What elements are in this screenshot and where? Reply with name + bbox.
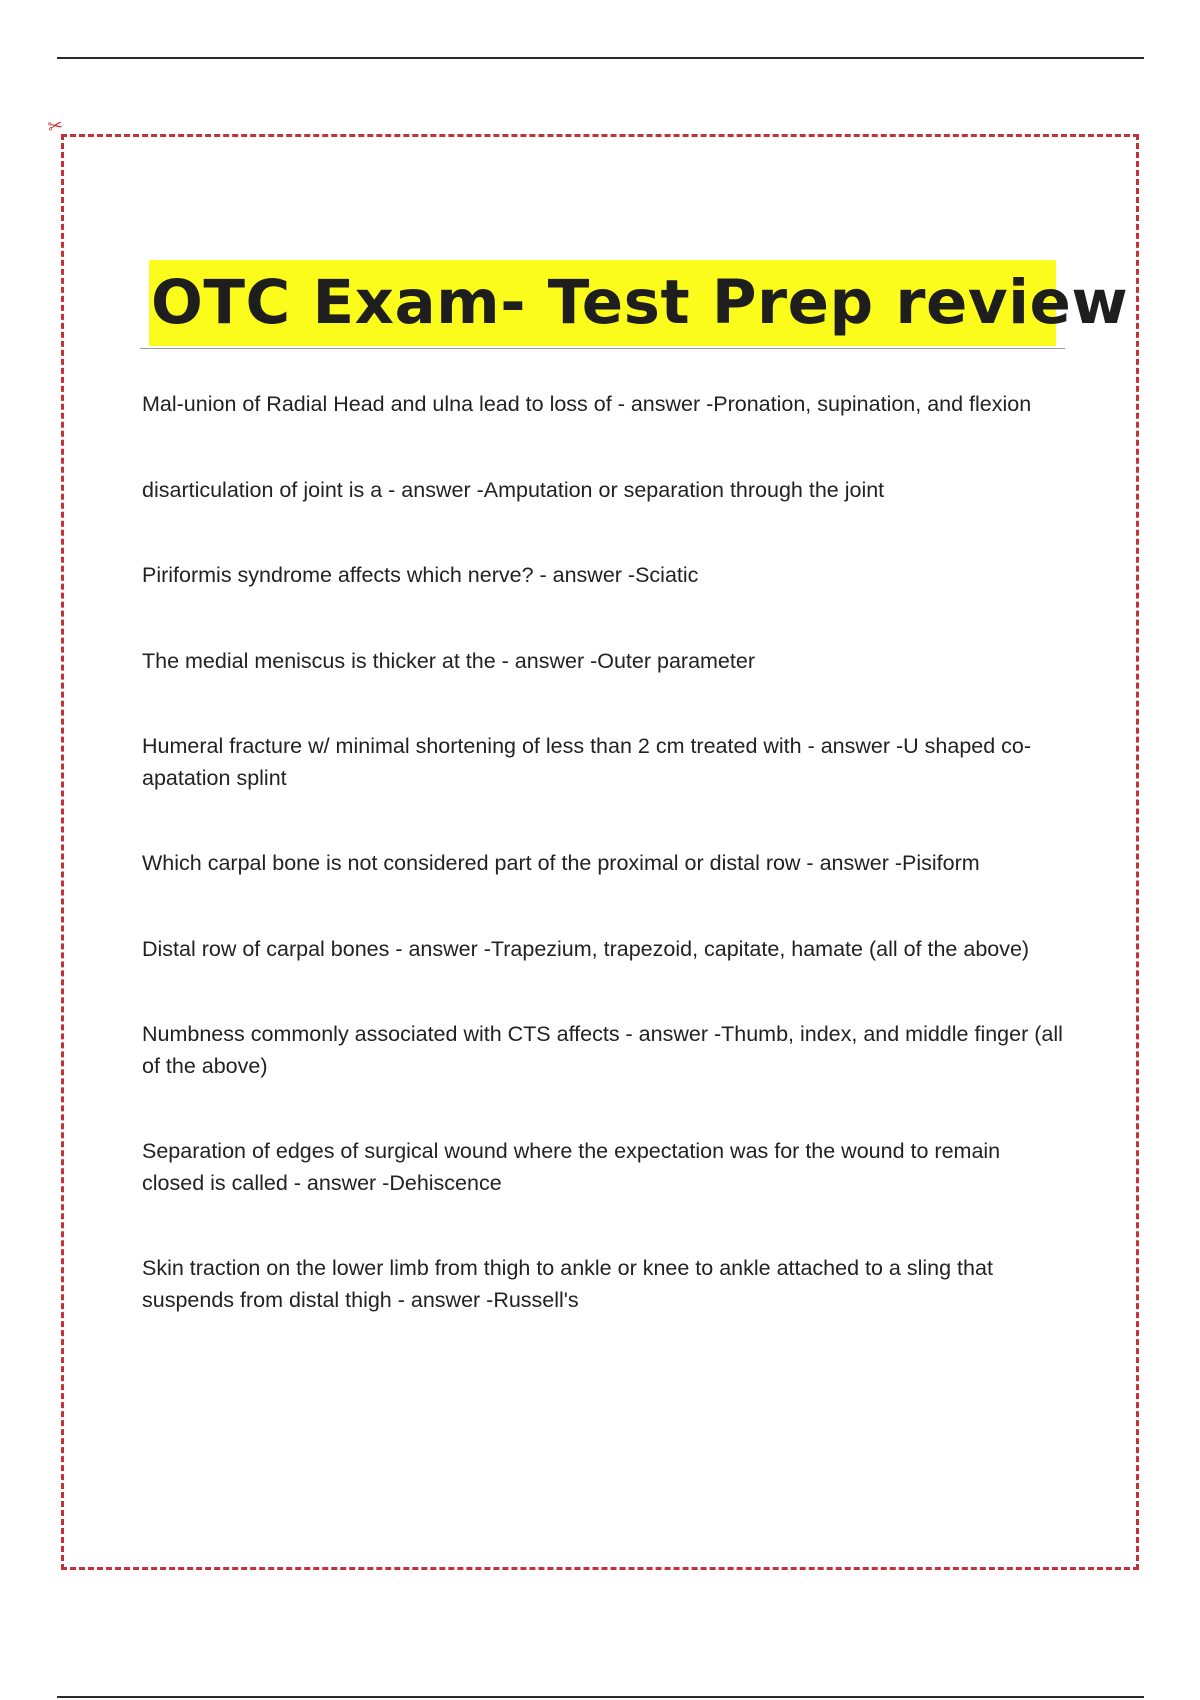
qa-item-9: Separation of edges of surgical wound where the expectation was for the wound to remain closed is called - answer -Dehiscence	[142, 1139, 1001, 1195]
qa-item-8: Numbness commonly associated with CTS affects - answer -Thumb, index, and middle finger (all of the above)	[142, 1022, 1063, 1078]
qa-item-3: Piriformis syndrome affects which nerve? - answer -Sciatic	[142, 563, 699, 587]
title-underline	[140, 348, 1065, 349]
page-title: OTC Exam- Test Prep review	[151, 267, 1129, 338]
qa-item-2: disarticulation of joint is a - answer -Amputation or separation through the joint	[142, 477, 885, 502]
footer-rule	[57, 1696, 1144, 1698]
qa-item-5: Humeral fracture w/ minimal shortening of less than 2 cm treated with - answer -U shaped co-apatation splint	[142, 734, 1032, 790]
header-rule	[57, 57, 1144, 59]
qa-item-6: Which carpal bone is not considered part of the proximal or distal row - answer -Pisiform	[142, 851, 980, 875]
qa-item-4: The medial meniscus is thicker at the - answer -Outer parameter	[142, 648, 755, 673]
qa-item-1: Mal-union of Radial Head and ulna lead to loss of - answer -Pronation, supination, and flexion	[142, 392, 1032, 416]
title-block	[140, 260, 1129, 350]
scissors-icon: ✂	[46, 114, 65, 139]
question-answer-list	[142, 389, 1067, 1316]
qa-item-10: Skin traction on the lower limb from thigh to ankle or knee to ankle attached to a sling that suspends from distal thigh - answer -Russell's	[142, 1256, 993, 1312]
qa-item-7: Distal row of carpal bones - answer -Trapezium, trapezoid, capitate, hamate (all of the above)	[142, 936, 1030, 961]
